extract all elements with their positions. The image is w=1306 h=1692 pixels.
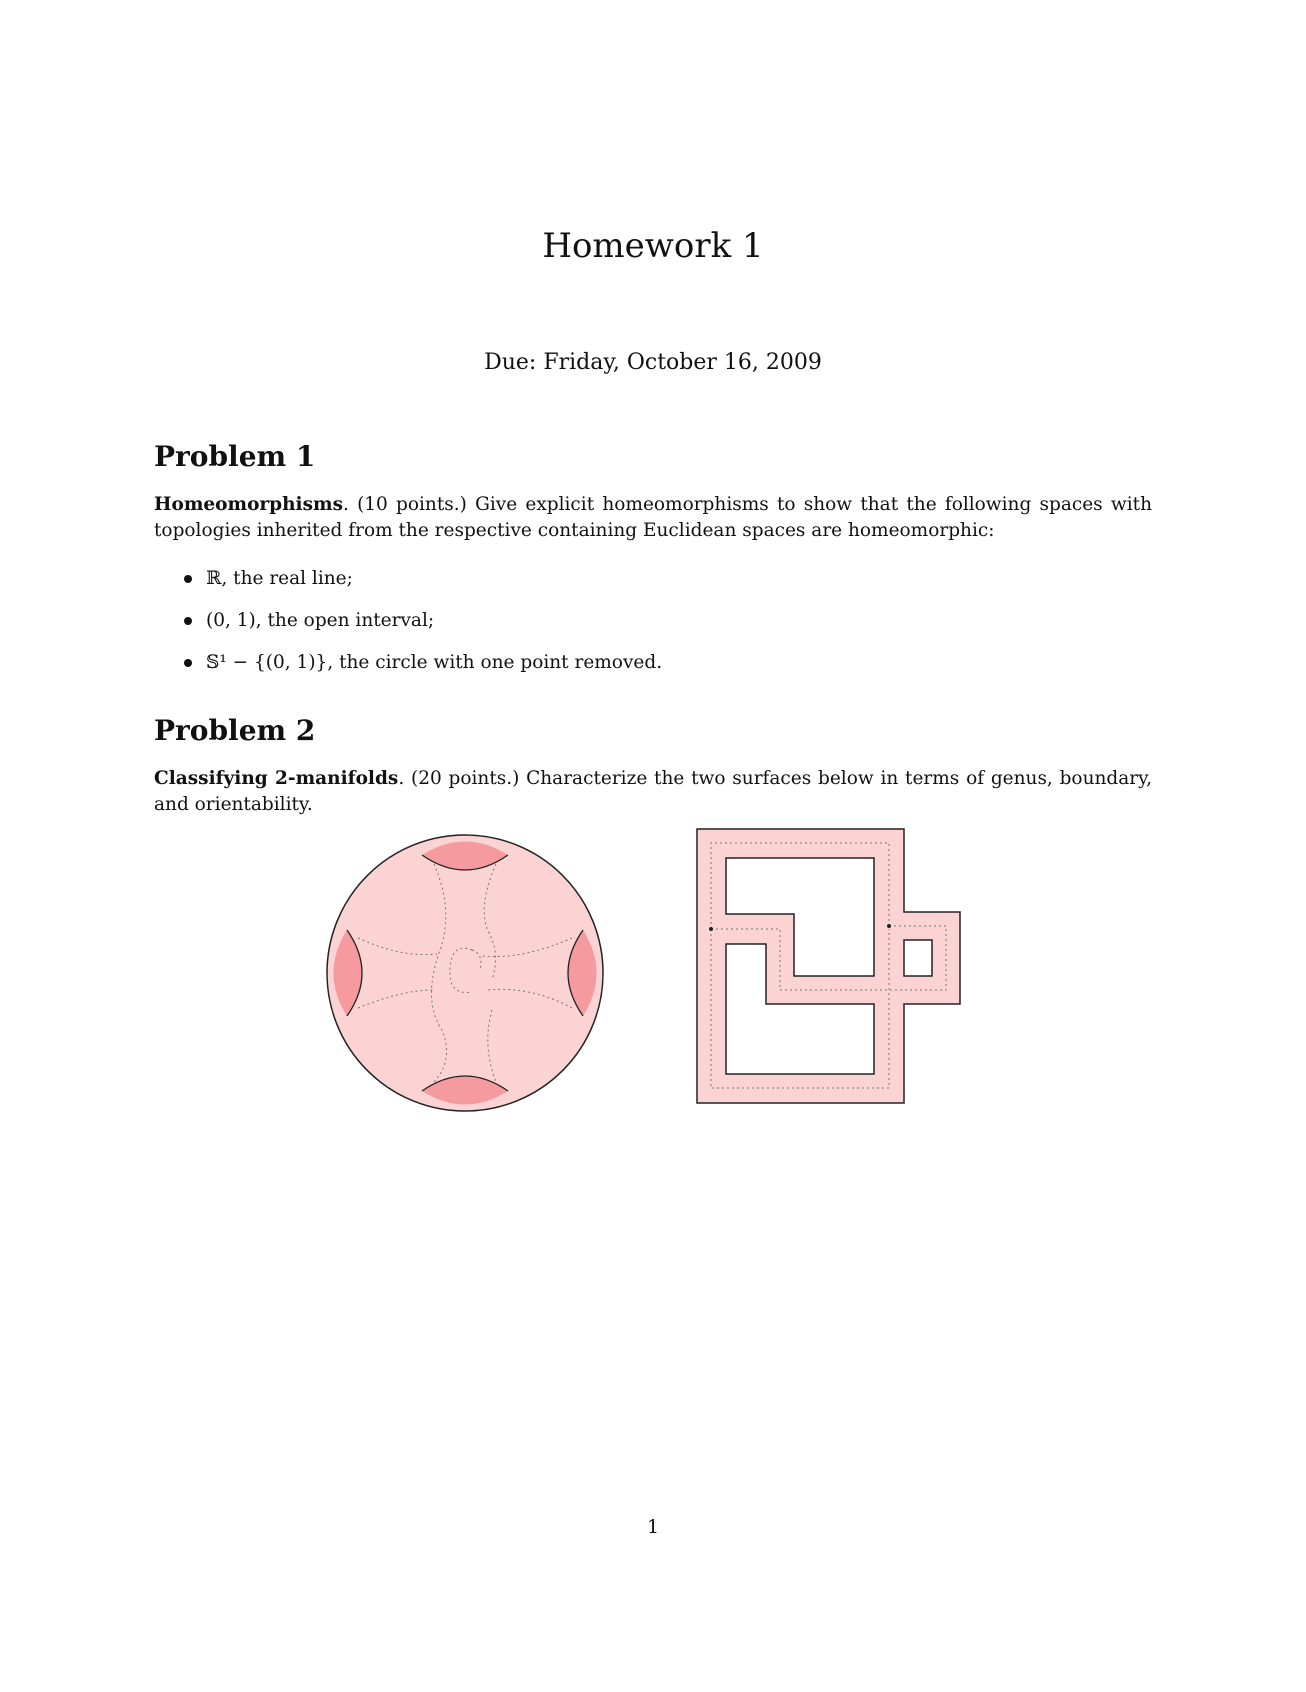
junction-marker <box>887 924 891 928</box>
problem-2-body: Characterize the two surfaces below in terms of genus, boundary, and orientability. <box>154 768 1152 815</box>
problem-1-text <box>154 492 1152 544</box>
problem-1-list <box>184 566 662 692</box>
problem-1-lead: Homeomorphisms <box>154 494 343 515</box>
page-number: 1 <box>646 1516 660 1538</box>
page-title: Homework 1 <box>542 226 764 266</box>
list-item <box>184 566 662 608</box>
bullet-icon <box>184 575 192 583</box>
problem-1-points: . (10 points.) <box>342 494 467 515</box>
problem-2-points: . (20 points.) <box>398 768 520 789</box>
list-item-text: ℝ, the real line; <box>206 568 353 589</box>
list-item-text: (0, 1), the open interval; <box>206 610 435 631</box>
problem-1-heading: Problem 1 <box>154 440 316 473</box>
bullet-icon <box>184 617 192 625</box>
basepoint-marker <box>709 927 713 931</box>
list-item <box>184 608 662 650</box>
bullet-icon <box>184 659 192 667</box>
problem-2-text <box>154 766 1152 818</box>
band-surface-figure <box>696 828 966 1104</box>
disk-surface-figure <box>322 830 608 1116</box>
problem-2-lead: Classifying 2-manifolds <box>154 768 399 789</box>
list-item <box>184 650 662 692</box>
problem-2-heading: Problem 2 <box>154 714 316 747</box>
band-surface <box>697 829 960 1103</box>
due-date: Due: Friday, October 16, 2009 <box>484 350 822 375</box>
list-item-text: 𝕊¹ − {(0, 1)}, the circle with one point removed. <box>206 652 663 673</box>
dotted-core <box>711 843 946 1088</box>
problem-1-body: Give explicit homeomorphisms to show that the following spaces with topologies inherited from the respective containing Euclidean spaces are homeomorphic: <box>154 494 1152 541</box>
disk-outline <box>327 835 603 1111</box>
